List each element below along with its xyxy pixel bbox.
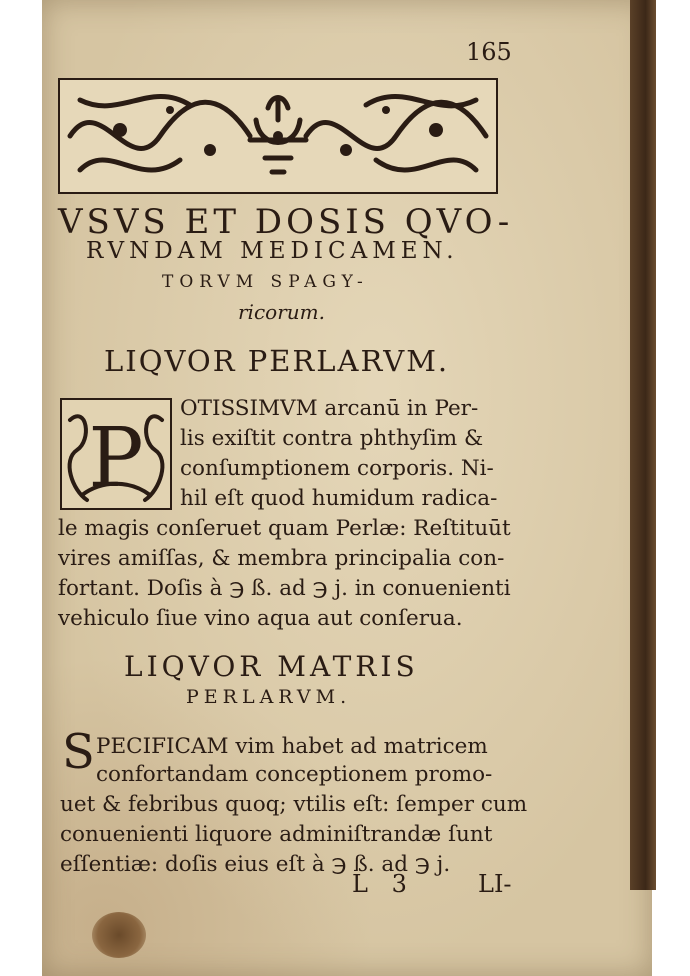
- ink-stain: [92, 912, 146, 958]
- section1-line: vehiculo ſiue vino aqua aut conſerua.: [58, 606, 463, 631]
- section1-line: OTISSIMVM arcanū in Per-: [180, 396, 479, 421]
- section1-line: fortant. Doſis à ℈ ß. ad ℈ j. in conuenienti: [58, 576, 511, 601]
- heading-line-3: TORVM SPAGY-: [162, 272, 369, 292]
- section1-line: le magis conſeruet quam Perlæ: Reſtituūt: [58, 516, 511, 541]
- section1-line: lis exiſtit contra phthyſim &: [180, 426, 484, 451]
- section1-line: hil eſt quod humidum radica-: [180, 486, 498, 511]
- heading-line-4: ricorum.: [238, 300, 325, 324]
- section2-title-line-1: LIQVOR MATRIS: [124, 650, 419, 683]
- heading-line-1: VSVS ET DOSIS QVO-: [58, 202, 514, 242]
- section2-initial: S: [62, 724, 95, 780]
- headpiece-ornament: [58, 78, 498, 194]
- dropcap-ornament: [60, 398, 172, 510]
- section1-line: vires amiſſas, & membra principalia con-: [58, 546, 505, 571]
- section2-title-line-2: PERLARVM.: [186, 686, 352, 708]
- page-number: 165: [466, 38, 512, 66]
- signature-mark: L 3: [352, 870, 415, 898]
- section2-line: conuenienti liquore adminiſtrandæ ſunt: [60, 822, 493, 847]
- section2-line: uet & febribus quoq; vtilis eſt: ſemper cum: [60, 792, 528, 817]
- page-edge: [630, 0, 656, 890]
- section1-title: LIQVOR PERLARVM.: [104, 344, 450, 378]
- dropcap-letter: P: [88, 411, 144, 506]
- catchword: LI-: [478, 870, 512, 898]
- section2-line: PECIFICAM vim habet ad matricem: [96, 734, 488, 759]
- section1-line: conſumptionem corporis. Ni-: [180, 456, 494, 481]
- section2-line: eſſentiæ: doſis eius eſt à ℈ ß. ad ℈ j.: [60, 852, 451, 877]
- section2-line: confortandam conceptionem promo-: [96, 762, 493, 787]
- heading-line-2: RVNDAM MEDICAMEN.: [86, 238, 459, 264]
